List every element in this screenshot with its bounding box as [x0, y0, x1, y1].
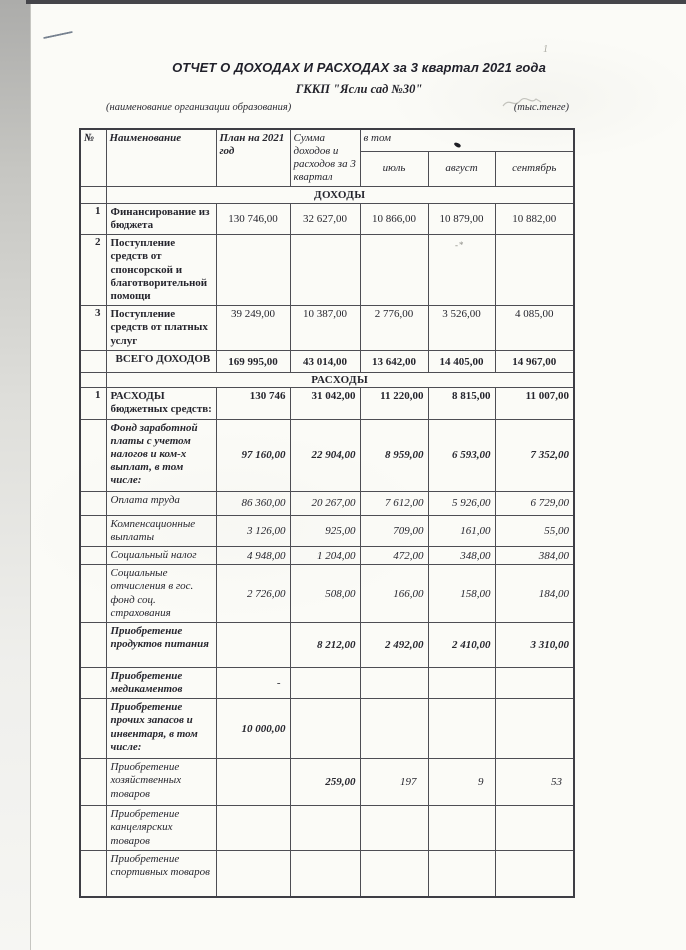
august-cell [428, 699, 495, 759]
report-title: ОТЧЕТ О ДОХОДАХ И РАСХОДАХ за 3 квартал 2021 года [172, 60, 546, 75]
july-cell: 7 612,00 [360, 491, 428, 515]
september-cell: 4 085,00 [495, 306, 574, 351]
row-number-cell [80, 806, 106, 851]
row-name-cell: Социальный налог [106, 546, 216, 564]
row-number-cell [80, 373, 106, 388]
row-name-cell: Финансирование из бюджета [106, 203, 216, 234]
sum-q3-cell [290, 235, 360, 306]
table-row [80, 491, 574, 515]
plan-cell: 130 746 [216, 388, 290, 419]
plan-cell: 3 126,00 [216, 515, 290, 546]
september-cell: 14 967,00 [495, 351, 574, 373]
july-cell [360, 667, 428, 698]
august-cell [428, 235, 495, 306]
table-row [80, 306, 574, 351]
row-number-cell [80, 622, 106, 667]
row-name-cell: Приобретение прочих запасов и инвентаря, в том числе: [106, 699, 216, 759]
section-label: РАСХОДЫ [106, 373, 574, 388]
table-row [80, 622, 574, 667]
pen-stroke-mark [43, 31, 73, 39]
sum-q3-cell: 925,00 [290, 515, 360, 546]
table-body [80, 186, 574, 897]
july-cell: 709,00 [360, 515, 428, 546]
september-cell: 10 882,00 [495, 203, 574, 234]
july-cell [360, 699, 428, 759]
header-plan: План на 2021 год [216, 129, 290, 186]
row-name-cell: Поступление средств от спонсорской и благотворительной помощи [106, 235, 216, 306]
sum-q3-cell: 31 042,00 [290, 388, 360, 419]
row-number-cell [80, 699, 106, 759]
table-row [80, 546, 574, 564]
table-row [80, 699, 574, 759]
july-cell [360, 806, 428, 851]
row-name-cell: Компенсационные выплаты [106, 515, 216, 546]
caption-row [106, 102, 569, 113]
september-cell: 184,00 [495, 565, 574, 623]
july-cell: 10 866,00 [360, 203, 428, 234]
september-cell: 6 729,00 [495, 491, 574, 515]
september-cell [495, 667, 574, 698]
header-name: Наименование [106, 129, 216, 186]
july-cell: 197 [360, 759, 428, 806]
august-cell: 6 593,00 [428, 419, 495, 491]
row-name-cell: Оплата труда [106, 491, 216, 515]
sum-q3-cell [290, 806, 360, 851]
sponsor-row-cell-mark: -* [455, 240, 465, 250]
table-row [80, 565, 574, 623]
sum-q3-cell [290, 850, 360, 897]
row-number-cell [80, 667, 106, 698]
table-row [80, 806, 574, 851]
plan-cell [216, 235, 290, 306]
row-name-cell: Приобретение канцелярских товаров [106, 806, 216, 851]
document-page [30, 4, 686, 950]
plan-cell [216, 850, 290, 897]
section-label: ДОХОДЫ [106, 186, 574, 203]
august-cell: 348,00 [428, 546, 495, 564]
sum-q3-cell: 508,00 [290, 565, 360, 623]
plan-cell: 2 726,00 [216, 565, 290, 623]
august-cell: 161,00 [428, 515, 495, 546]
september-cell: 11 007,00 [495, 388, 574, 419]
table-row [80, 203, 574, 234]
row-number-cell [80, 759, 106, 806]
sum-q3-cell: 10 387,00 [290, 306, 360, 351]
plan-cell [216, 622, 290, 667]
july-cell: 2 492,00 [360, 622, 428, 667]
august-cell: 10 879,00 [428, 203, 495, 234]
row-number-cell [80, 491, 106, 515]
july-cell [360, 235, 428, 306]
plan-cell: 4 948,00 [216, 546, 290, 564]
row-number-cell [80, 565, 106, 623]
sum-q3-cell: 32 627,00 [290, 203, 360, 234]
plan-cell: 10 000,00 [216, 699, 290, 759]
header-number: № [80, 129, 106, 186]
row-number-cell: 1 [80, 203, 106, 234]
plan-cell: - [216, 667, 290, 698]
table-row [80, 419, 574, 491]
plan-cell: 97 160,00 [216, 419, 290, 491]
august-cell [428, 806, 495, 851]
row-name-cell: Приобретение хозяйственных товаров [106, 759, 216, 806]
header-month-july: июль [360, 152, 428, 187]
august-cell [428, 850, 495, 897]
table-row [80, 667, 574, 698]
row-name-cell: ВСЕГО ДОХОДОВ [106, 351, 216, 373]
units-caption: (тыс.тенге) [513, 102, 569, 113]
september-cell: 55,00 [495, 515, 574, 546]
row-name-cell: Приобретение продуктов питания [106, 622, 216, 667]
header-month-august: август [428, 152, 495, 187]
august-cell: 3 526,00 [428, 306, 495, 351]
table-row [80, 388, 574, 419]
september-cell [495, 806, 574, 851]
july-cell: 2 776,00 [360, 306, 428, 351]
income-expense-report-table [79, 128, 575, 898]
row-number-cell [80, 419, 106, 491]
august-cell: 158,00 [428, 565, 495, 623]
row-name-cell: Приобретение спортивных товаров [106, 850, 216, 897]
september-cell [495, 699, 574, 759]
row-name-cell: Фонд заработной платы с учетом налогов и ком-х выплат, в том числе: [106, 419, 216, 491]
september-cell: 3 310,00 [495, 622, 574, 667]
july-cell: 11 220,00 [360, 388, 428, 419]
plan-cell: 86 360,00 [216, 491, 290, 515]
table-row [80, 235, 574, 306]
pencil-squiggle-mark [501, 94, 543, 110]
row-number-cell: 1 [80, 388, 106, 419]
row-number-cell [80, 351, 106, 373]
august-cell: 2 410,00 [428, 622, 495, 667]
july-cell: 472,00 [360, 546, 428, 564]
plan-cell: 169 995,00 [216, 351, 290, 373]
row-name-cell: Приобретение медикаментов [106, 667, 216, 698]
organization-caption: (наименование организации образования) [106, 102, 292, 113]
july-cell: 166,00 [360, 565, 428, 623]
sum-q3-cell: 1 204,00 [290, 546, 360, 564]
august-cell: 9 [428, 759, 495, 806]
july-cell: 8 959,00 [360, 419, 428, 491]
september-cell: 7 352,00 [495, 419, 574, 491]
row-number-cell [80, 515, 106, 546]
faint-scan-digit: 1 [543, 44, 548, 55]
header-including: в том [360, 129, 574, 152]
september-cell [495, 850, 574, 897]
july-cell [360, 850, 428, 897]
row-number-cell [80, 850, 106, 897]
row-number-cell: 2 [80, 235, 106, 306]
organization-name: ГККП "Ясли сад №30" [295, 82, 423, 96]
sum-q3-cell: 43 014,00 [290, 351, 360, 373]
sum-q3-cell [290, 699, 360, 759]
header-month-september: сентябрь [495, 152, 574, 187]
section-row [80, 186, 574, 203]
sum-q3-cell: 20 267,00 [290, 491, 360, 515]
sum-q3-cell: 8 212,00 [290, 622, 360, 667]
row-number-cell [80, 546, 106, 564]
sum-q3-cell: 259,00 [290, 759, 360, 806]
header-sum-q3: Сумма доходов и расходов за 3 квартал [290, 129, 360, 186]
plan-cell [216, 806, 290, 851]
sum-q3-cell: 22 904,00 [290, 419, 360, 491]
august-cell: 14 405,00 [428, 351, 495, 373]
table-row [80, 759, 574, 806]
september-cell [495, 235, 574, 306]
table-row [80, 515, 574, 546]
row-name-cell: РАСХОДЫ бюджетных средств: [106, 388, 216, 419]
sum-q3-cell [290, 667, 360, 698]
plan-cell: 39 249,00 [216, 306, 290, 351]
august-cell: 8 815,00 [428, 388, 495, 419]
plan-cell [216, 759, 290, 806]
section-row [80, 373, 574, 388]
july-cell: 13 642,00 [360, 351, 428, 373]
table-row [80, 351, 574, 373]
august-cell [428, 667, 495, 698]
september-cell: 53 [495, 759, 574, 806]
september-cell: 384,00 [495, 546, 574, 564]
plan-cell: 130 746,00 [216, 203, 290, 234]
scan-left-shadow [0, 0, 32, 950]
row-name-cell: Социальные отчисления в гос. фонд соц. страхования [106, 565, 216, 623]
table-header [80, 129, 574, 186]
row-name-cell: Поступление средств от платных услуг [106, 306, 216, 351]
table-row [80, 850, 574, 897]
row-number-cell: 3 [80, 306, 106, 351]
row-number-cell [80, 186, 106, 203]
august-cell: 5 926,00 [428, 491, 495, 515]
